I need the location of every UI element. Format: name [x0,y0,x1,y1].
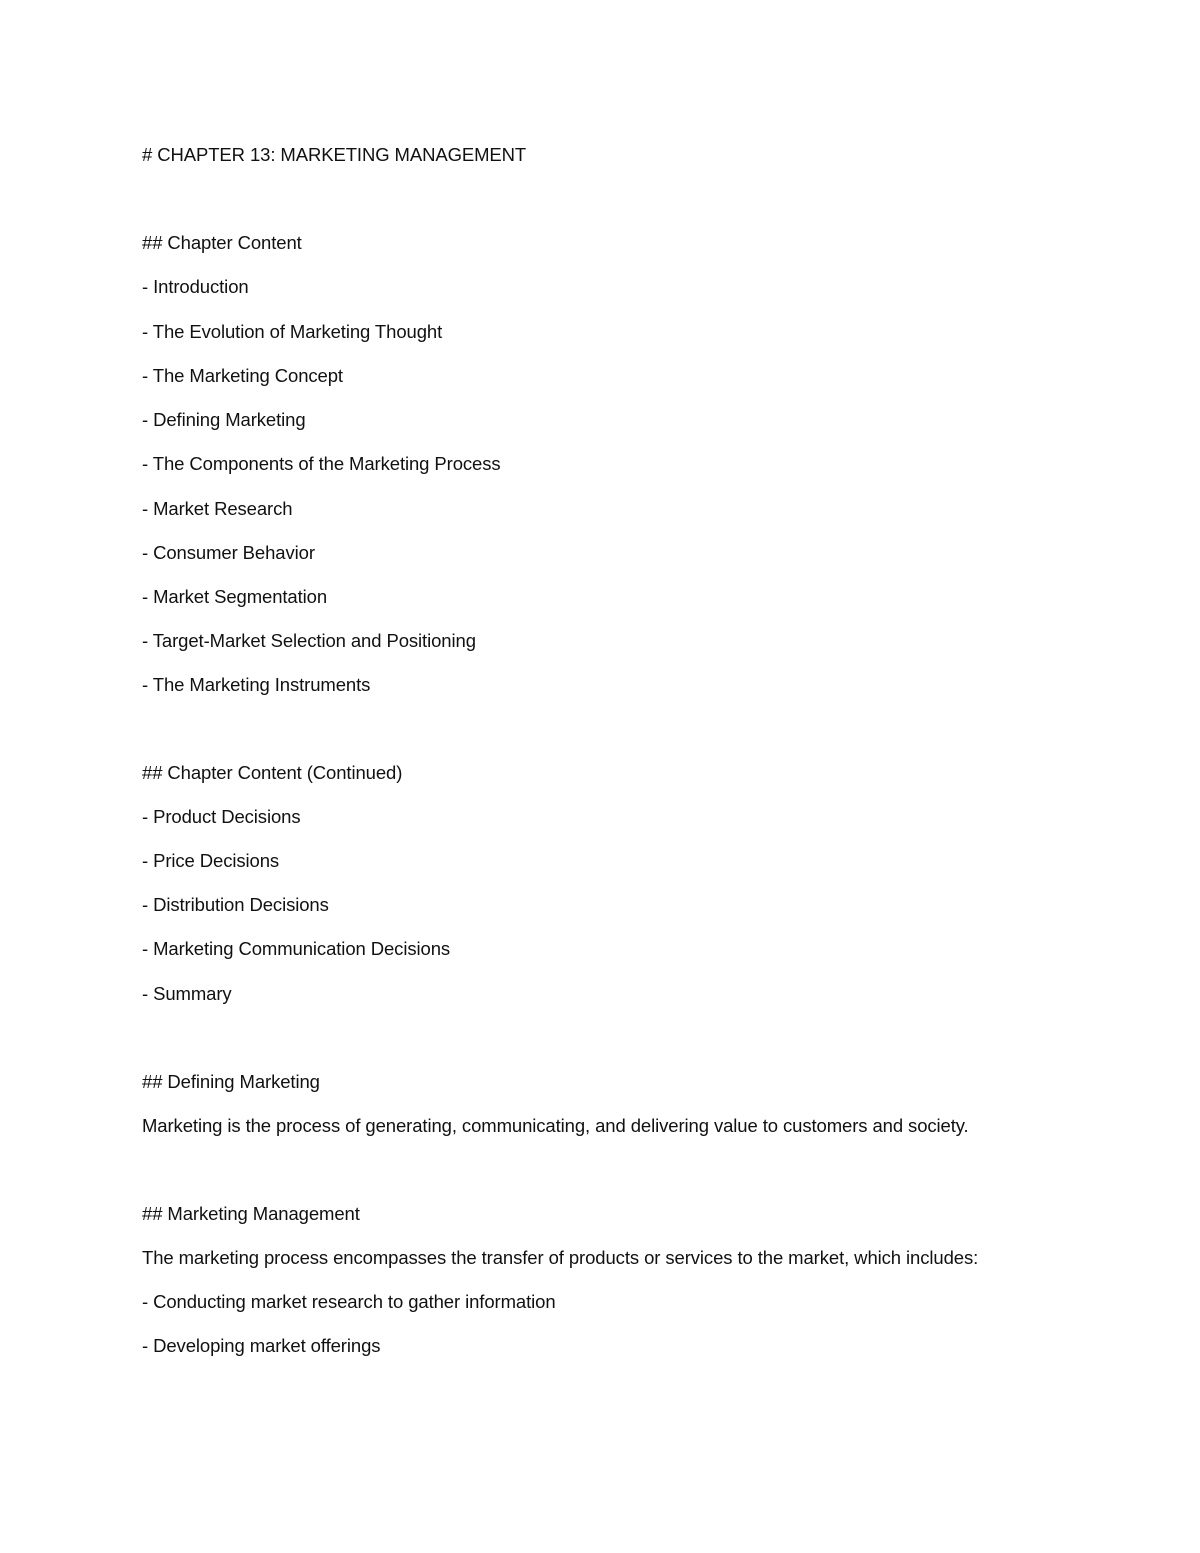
section-heading-chapter-content-continued: ## Chapter Content (Continued) [142,762,403,783]
list-item: - The Marketing Concept [142,365,343,386]
list-item: - Market Segmentation [142,586,328,607]
list-item: - Price Decisions [142,850,280,871]
list-item: - Market Research [142,498,293,519]
list-item: - Consumer Behavior [142,542,315,563]
section-heading-defining-marketing: ## Defining Marketing [142,1071,320,1092]
section-heading-chapter-content: ## Chapter Content [142,232,302,253]
section-heading-marketing-management: ## Marketing Management [142,1203,360,1224]
list-item: - The Marketing Instruments [142,674,371,695]
list-item: - The Evolution of Marketing Thought [142,321,443,342]
list-item: - Defining Marketing [142,409,306,430]
list-item: - Distribution Decisions [142,894,329,915]
list-item: - Product Decisions [142,806,301,827]
list-item: - Target-Market Selection and Positioning [142,630,476,651]
paragraph: The marketing process encompasses the transfer of products or services to the market, which includes: [142,1247,979,1268]
list-item: - Developing market offerings [142,1335,381,1356]
list-item: - Summary [142,983,232,1004]
chapter-title: # CHAPTER 13: MARKETING MANAGEMENT [142,144,527,165]
list-item: - Introduction [142,276,249,297]
list-item: - Marketing Communication Decisions [142,938,451,959]
paragraph: Marketing is the process of generating, communicating, and delivering value to customers and society. [142,1115,969,1136]
list-item: - Conducting market research to gather information [142,1291,556,1312]
list-item: - The Components of the Marketing Process [142,453,501,474]
